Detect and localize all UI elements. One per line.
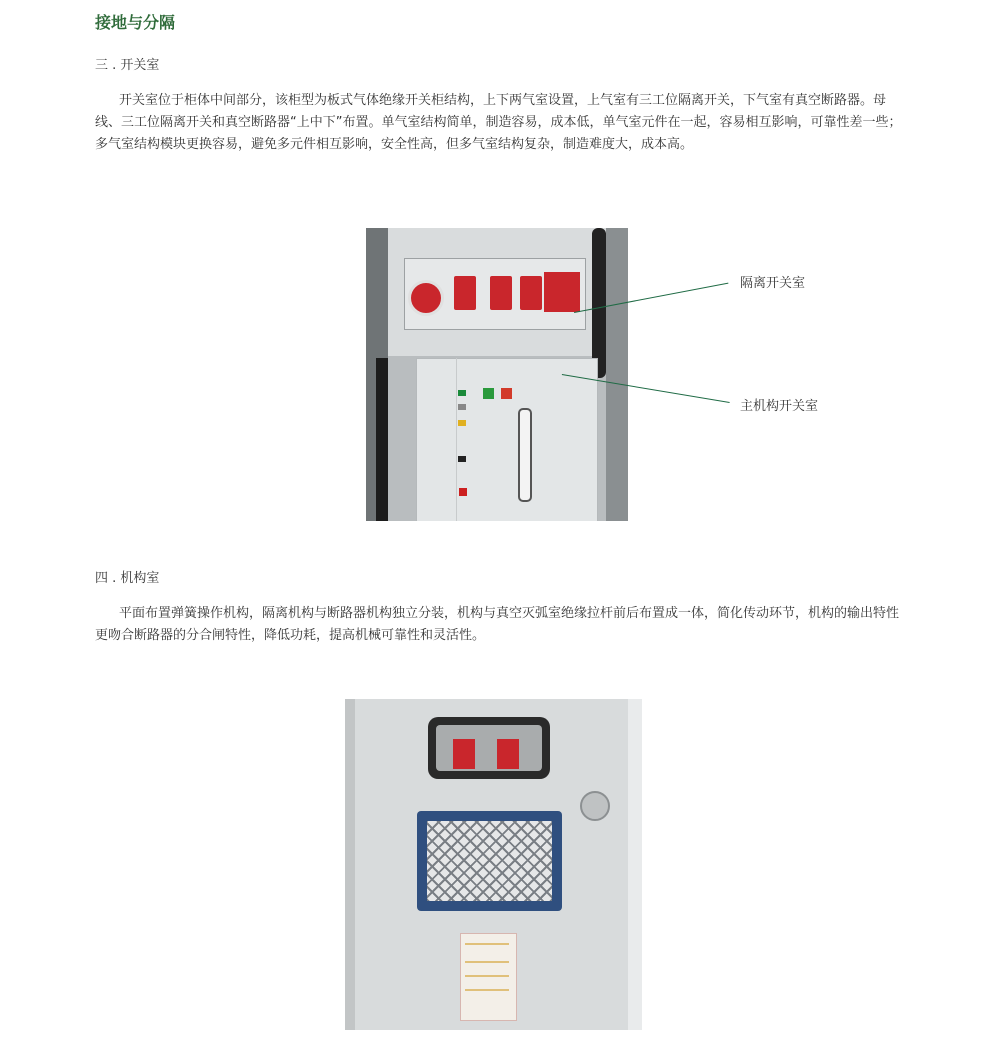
section-3-label: 三 . 开关室: [95, 58, 160, 73]
callout-isolation-switch-room: 隔离开关室: [740, 276, 806, 291]
indicator-knob: [580, 791, 610, 821]
section-4-paragraph: 平面布置弹簧操作机构，隔离机构与断路器机构独立分装，机构与真空灭弧室绝缘拉杆前后布置成一体，简化传动环节，机构的输出特性更吻合断路器的分合闸特性，降低功耗，提高机械可靠性和灵活性。: [95, 606, 900, 643]
nameplate-label: [460, 933, 517, 1021]
section-4-label: 四 . 机构室: [95, 571, 160, 586]
section-3-paragraph: 开关室位于柜体中间部分，该柜型为板式气体绝缘开关柜结构，上下两气室设置，上气室有三工位隔离开关，下气室有真空断路器。母线、三工位隔离开关和真空断路器“上中下”布置。单气室结构简单，制造容易，成本低，单气室元件在一起，容易相互影响，可靠性差一些；多气室结构模块更换容易，避免多元件相互影响，安全性高，但多气室结构复杂，制造难度大，成本高。: [95, 93, 902, 152]
callout-main-mechanism-room: 主机构开关室: [740, 399, 819, 414]
switch-chamber-photo: [366, 228, 628, 521]
page-title: 接地与分隔: [95, 13, 176, 32]
mechanism-chamber-photo: [345, 699, 642, 1030]
